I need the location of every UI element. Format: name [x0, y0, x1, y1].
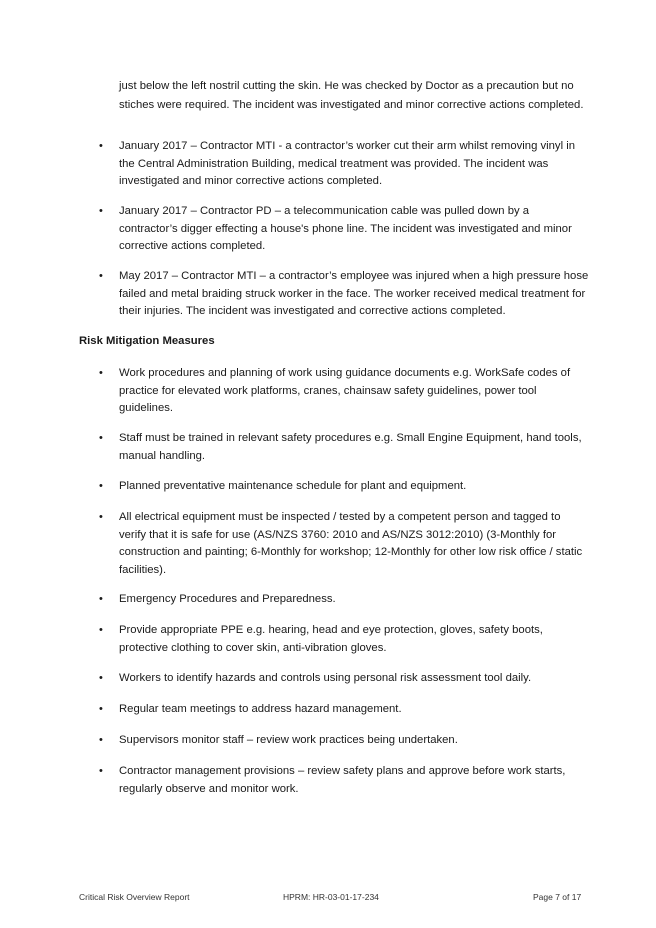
measure-item: [99, 701, 589, 719]
measure-item: [99, 622, 589, 657]
bullet-icon: •: [99, 480, 103, 492]
bullet-icon: •: [99, 734, 103, 746]
measure-item: [99, 591, 589, 609]
measure-item: [99, 430, 589, 465]
bullet-icon: •: [99, 432, 103, 444]
bullet-icon: •: [99, 511, 103, 523]
measure-item: [99, 509, 589, 579]
measure-text: Planned preventative maintenance schedule for plant and equipment.: [119, 480, 467, 492]
measure-text: Regular team meetings to address hazard management.: [119, 703, 402, 715]
incident-item: [99, 203, 589, 256]
incident-item: [99, 138, 589, 191]
section-heading: Risk Mitigation Measures: [79, 335, 215, 347]
incident-continuation-text: just below the left nostril cutting the skin. He was checked by Doctor as a precaution but no stiches were required. The incident was investigated and minor corrective actions completed.: [119, 80, 584, 111]
measure-text: Workers to identify hazards and controls using personal risk assessment tool daily.: [119, 672, 532, 684]
measure-text: Supervisors monitor staff – review work practices being undertaken.: [119, 734, 458, 746]
measure-item: [99, 478, 589, 496]
measure-text: Provide appropriate PPE e.g. hearing, head and eye protection, gloves, safety boots, protective clothing to cover skin, anti-vibration gloves.: [119, 624, 543, 654]
measure-text: Staff must be trained in relevant safety procedures e.g. Small Engine Equipment, hand tools, manual handling.: [119, 432, 582, 462]
bullet-icon: •: [99, 593, 103, 605]
measure-text: Contractor management provisions – review safety plans and approve before work starts, regularly observe and monitor work.: [119, 765, 566, 795]
measure-item: [99, 732, 589, 750]
bullet-icon: •: [99, 270, 103, 282]
incident-text: May 2017 – Contractor MTI – a contractor’s employee was injured when a high pressure hose failed and metal braiding struck worker in the face. The worker received medical treatment for their injuries. The incident was investigated and corrective actions completed.: [119, 270, 589, 317]
bullet-icon: •: [99, 765, 103, 777]
bullet-icon: •: [99, 703, 103, 715]
bullet-icon: •: [99, 624, 103, 636]
measure-text: Work procedures and planning of work using guidance documents e.g. WorkSafe codes of practice for elevated work platforms, cranes, chainsaw safety guidelines, power tool guidelines.: [119, 367, 571, 414]
bullet-icon: •: [99, 205, 103, 217]
measure-text: All electrical equipment must be inspected / tested by a competent person and tagged to verify that it is safe for use (AS/NZS 3760: 2010 and AS/NZS 3012:2010) (3-Monthly for construction and painting; 6-Monthly for workshop; 12-Monthly for other low risk office / static facilities).: [119, 511, 583, 576]
footer-document-reference: HPRM: HR-03-01-17-234: [283, 892, 379, 902]
incident-text: January 2017 – Contractor PD – a telecommunication cable was pulled down by a contractor’s digger effecting a house's phone line. The incident was investigated and minor corrective actions completed.: [119, 205, 572, 252]
incident-text: January 2017 – Contractor MTI - a contractor’s worker cut their arm whilst removing vinyl in the Central Administration Building, medical treatment was provided. The incident was investigated and minor corrective actions completed.: [119, 140, 576, 187]
footer-page-number: Page 7 of 17: [533, 892, 582, 902]
bullet-icon: •: [99, 672, 103, 684]
measure-item: [99, 365, 589, 418]
footer-report-title: Critical Risk Overview Report: [79, 892, 190, 902]
incident-item: [99, 268, 589, 321]
bullet-icon: •: [99, 367, 103, 379]
bullet-icon: •: [99, 140, 103, 152]
measure-text: Emergency Procedures and Preparedness.: [119, 593, 336, 605]
measure-item: [99, 763, 589, 798]
measure-item: [99, 670, 589, 688]
